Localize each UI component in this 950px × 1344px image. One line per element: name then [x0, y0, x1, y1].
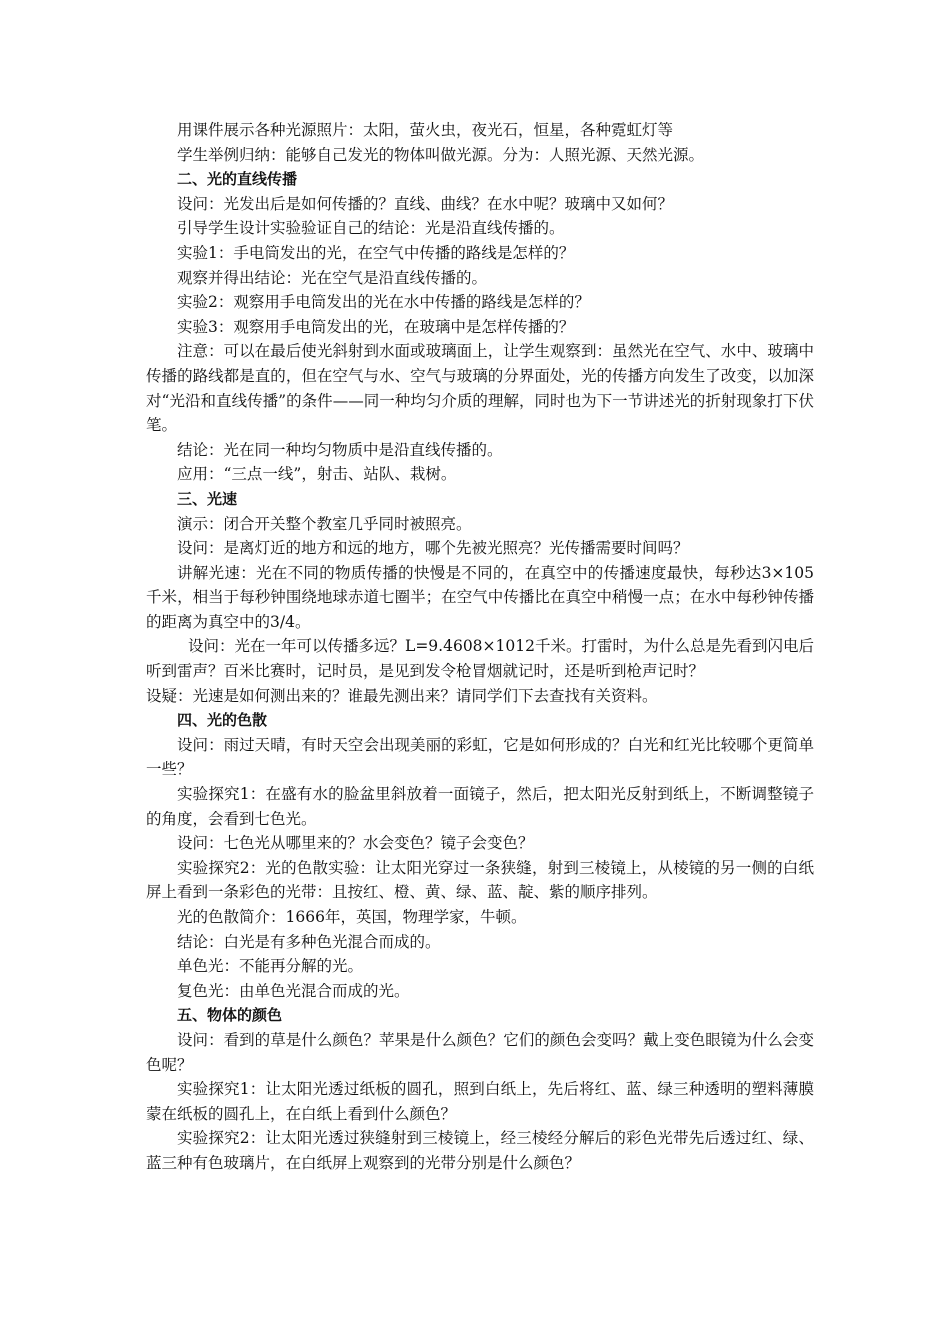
text-line: 实验2：观察用手电筒发出的光在水中传播的路线是怎样的？ [177, 293, 590, 312]
paragraph: 实验探究1：让太阳光透过纸板的圆孔，照到白纸上，先后将红、蓝、绿三种透明的塑料薄膜蒙在纸板的圆孔上，在白纸上看到什么颜色？ [146, 1080, 814, 1123]
section-heading: 四、光的色散 [177, 711, 268, 730]
paragraph: 设问：雨过天晴，有时天空会出现美丽的彩虹，它是如何形成的？白光和红光比较哪个更简单一些？ [146, 735, 814, 779]
paragraph: 实验探究2：让太阳光透过狭缝射到三棱镜上，经三棱经分解后的彩色光带先后透过红、绿、蓝三种有色玻璃片，在白纸屏上观察到的光带分别是什么颜色？ [146, 1129, 814, 1172]
text-line: 引导学生设计实验验证自己的结论：光是沿直线传播的。 [177, 219, 565, 238]
document-body [146, 118, 814, 1176]
section-heading: 二、光的直线传播 [177, 170, 298, 189]
paragraph: 注意：可以在最后使光斜射到水面或玻璃面上，让学生观察到：虽然光在空气、水中、玻璃中传播的路线都是直的，但在空气与水、空气与玻璃的分界面处，光的传播方向发生了改变，以加深对“光沿和直线传播”的条件——同一种均匀介质的理解，同时也为下一节讲述光的折射现象打下伏笔。 [146, 342, 814, 435]
paragraph: 讲解光速：光在不同的物质传播的快慢是不同的，在真空中的传播速度最快，每秒达3×105千米，相当于每秒钟围绕地球赤道七圈半；在空气中传播比在真空中稍慢一点；在水中每秒钟传播的距离为真空中的3/4。 [146, 563, 814, 631]
text-line: 结论：光在同一种均匀物质中是沿直线传播的。 [177, 440, 503, 459]
text-line: 设问：光发出后是如何传播的？直线、曲线？在水中呢？玻璃中又如何？ [177, 194, 674, 213]
paragraph: 实验探究2：光的色散实验：让太阳光穿过一条狭缝，射到三棱镜上，从棱镜的另一侧的白纸屏上看到一条彩色的光带：且按红、橙、黄、绿、蓝、靛、紫的顺序排列。 [146, 858, 814, 902]
text-line: 演示：闭合开关整个教室几乎同时被照亮。 [177, 514, 472, 533]
text-line: 实验1：手电筒发出的光，在空气中传播的路线是怎样的？ [177, 243, 575, 262]
text-line: 观察并得出结论：光在空气是沿直线传播的。 [177, 268, 488, 287]
text-line: 用课件展示各种光源照片：太阳，萤火虫，夜光石，恒星，各种霓虹灯等 [177, 121, 674, 139]
text-line: 实验3：观察用手电筒发出的光，在玻璃中是怎样传播的？ [177, 317, 575, 336]
text-line: 结论：白光是有多种色光混合而成的。 [177, 932, 441, 951]
paragraph: 设问：光在一年可以传播多远？L=9.4608×1012千米。打雷时，为什么总是先看到闪电后听到雷声？百米比赛时，记时员，是见到发令枪冒烟就记时，还是听到枪声记时？ [146, 637, 814, 681]
paragraph: 设问：看到的草是什么颜色？苹果是什么颜色？它们的颜色会变吗？戴上变色眼镜为什么会变色呢？ [146, 1030, 814, 1074]
text-line: 光的色散简介：1666年，英国，物理学家，牛顿。 [177, 908, 527, 926]
text-line: 设问：是离灯近的地方和远的地方，哪个先被光照亮？光传播需要时间吗？ [177, 539, 689, 558]
paragraph: 实验探究1：在盛有水的脸盆里斜放着一面镜子，然后，把太阳光反射到纸上，不断调整镜子的角度，会看到七色光。 [146, 785, 814, 828]
text-line: 应用：“三点一线”，射击、站队、栽树。 [177, 465, 457, 484]
text-line: 设问：七色光从哪里来的？水会变色？镜子会变色？ [177, 834, 534, 853]
section-heading: 三、光速 [177, 489, 238, 508]
text-line: 设疑：光速是如何测出来的？谁最先测出来？请同学们下去查找有关资料。 [146, 686, 658, 705]
text-line: 学生举例归纳：能够自己发光的物体叫做光源。分为：人照光源、天然光源。 [177, 145, 705, 164]
text-line: 复色光：由单色光混合而成的光。 [177, 981, 410, 1000]
text-line: 单色光：不能再分解的光。 [177, 957, 364, 976]
section-heading: 五、物体的颜色 [177, 1006, 283, 1025]
